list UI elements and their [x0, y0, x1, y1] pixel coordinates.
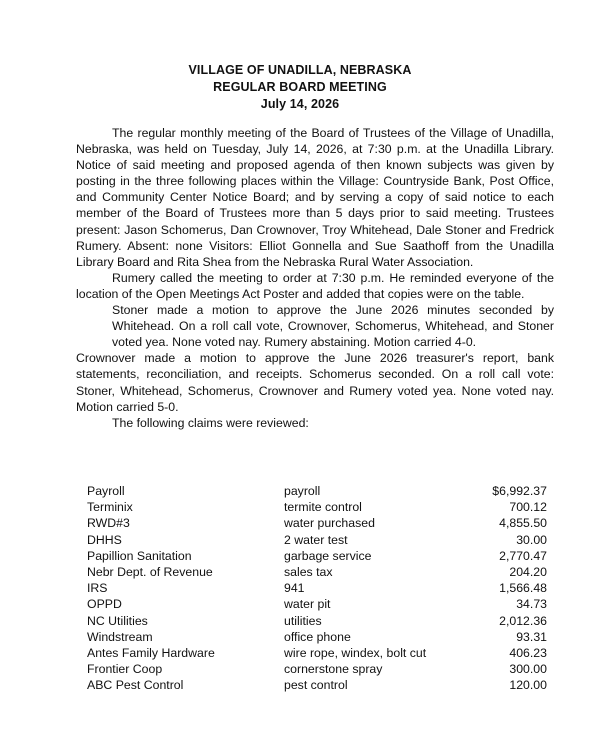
claim-payee: Papillion Sanitation	[87, 548, 192, 563]
claim-payee: RWD#3	[87, 516, 130, 531]
claim-amount: 406.23	[509, 645, 547, 660]
claim-amount: 93.31	[516, 629, 547, 644]
claim-row	[87, 630, 547, 646]
claim-row	[87, 533, 547, 549]
claim-description: 2 water test	[284, 532, 348, 547]
claim-amount: 2,770.47	[499, 548, 547, 563]
claim-amount: 120.00	[509, 678, 547, 693]
paragraph-minutes-motion: Stoner made a motion to approve the June 2026 minutes seconded by Whitehead. On a roll call vote, Crownover, Schomerus, Whitehead, and Stoner voted yea. None voted nay. Rumery abstaining. Motion carried 4-0.	[112, 303, 554, 350]
minutes-body	[76, 125, 554, 431]
paragraph-claims-intro: The following claims were reviewed:	[112, 415, 309, 430]
claim-amount: 204.20	[509, 564, 547, 579]
claim-payee: ABC Pest Control	[87, 678, 184, 693]
claim-description: water purchased	[284, 516, 375, 531]
claim-payee: Windstream	[87, 629, 153, 644]
claim-payee: NC Utilities	[87, 613, 148, 628]
claim-description: termite control	[284, 500, 362, 515]
claim-amount: 4,855.50	[499, 516, 547, 531]
claim-row	[87, 597, 547, 613]
claim-amount: 1,566.48	[499, 581, 547, 596]
claim-description: pest control	[284, 678, 348, 693]
paragraph-treasurer-motion: Crownover made a motion to approve the June 2026 treasurer's report, bank statements, reconciliation, and receipts. Schomerus seconded. On a roll call vote: Stoner, Whitehead, Schomerus, Crownover and Rumery voted yea. None voted nay. Motion carried 5-0.	[76, 351, 554, 414]
claim-description: 941	[284, 581, 305, 596]
claim-row	[87, 565, 547, 581]
claim-description: sales tax	[284, 564, 333, 579]
claim-description: office phone	[284, 629, 351, 644]
claim-payee: Payroll	[87, 484, 125, 498]
claim-description: wire rope, windex, bolt cut	[284, 645, 427, 660]
claim-description: cornerstone spray	[284, 662, 383, 677]
claim-row	[87, 678, 547, 694]
claim-payee: Terminix	[87, 500, 133, 515]
claim-row	[87, 614, 547, 630]
claim-payee: DHHS	[87, 532, 122, 547]
claim-row	[87, 581, 547, 597]
claim-amount: $6,992.37	[492, 484, 547, 498]
claim-amount: 2,012.36	[499, 613, 547, 628]
claim-payee: OPPD	[87, 597, 122, 612]
meeting-date: July 14, 2026	[260, 97, 340, 111]
claim-amount: 300.00	[509, 662, 547, 677]
claim-description: utilities	[284, 613, 322, 628]
claim-amount: 34.73	[516, 597, 547, 612]
claim-payee: Frontier Coop	[87, 662, 163, 677]
claim-payee: Antes Family Hardware	[87, 645, 215, 660]
claim-row	[87, 549, 547, 565]
claim-description: water pit	[284, 597, 331, 612]
claim-row	[87, 500, 547, 516]
claim-amount: 700.12	[509, 500, 547, 515]
document-title: VILLAGE OF UNADILLA, NEBRASKA	[188, 63, 412, 77]
claim-description: payroll	[284, 484, 321, 498]
paragraph-call-to-order: Rumery called the meeting to order at 7:30 p.m. He reminded everyone of the location of the Open Meetings Act Poster and added that copies were on the table.	[76, 270, 554, 301]
claims-table	[87, 484, 547, 694]
paragraph-notice: The regular monthly meeting of the Board of Trustees of the Village of Unadilla, Nebraska, was held on Tuesday, July 14, 2026, at 7:30 p.m. at the Unadilla Library. Notice of said meeting and proposed agenda of then known subjects was given by posting in the three following places within the Village: Countryside Bank, Post Office, and Community Center Notice Board; and by serving a copy of said notice to each member of the Board of Trustees more than 5 days prior to said meeting. Trustees present: Jason Schomerus, Dan Crownover, Troy Whitehead, Dale Stoner and Fredrick Rumery. Absent: none Visitors: Elliot Gonnella and Sue Saathoff from the Unadilla Library Board and Rita Shea from the Nebraska Rural Water Association.	[76, 126, 554, 269]
claim-description: garbage service	[284, 548, 372, 563]
claim-row	[87, 484, 547, 500]
claim-payee: Nebr Dept. of Revenue	[87, 564, 213, 579]
claim-row	[87, 646, 547, 662]
claim-row	[87, 516, 547, 532]
claim-amount: 30.00	[516, 532, 547, 547]
claim-row	[87, 662, 547, 678]
claim-payee: IRS	[87, 581, 108, 596]
meeting-type: REGULAR BOARD MEETING	[213, 80, 387, 94]
